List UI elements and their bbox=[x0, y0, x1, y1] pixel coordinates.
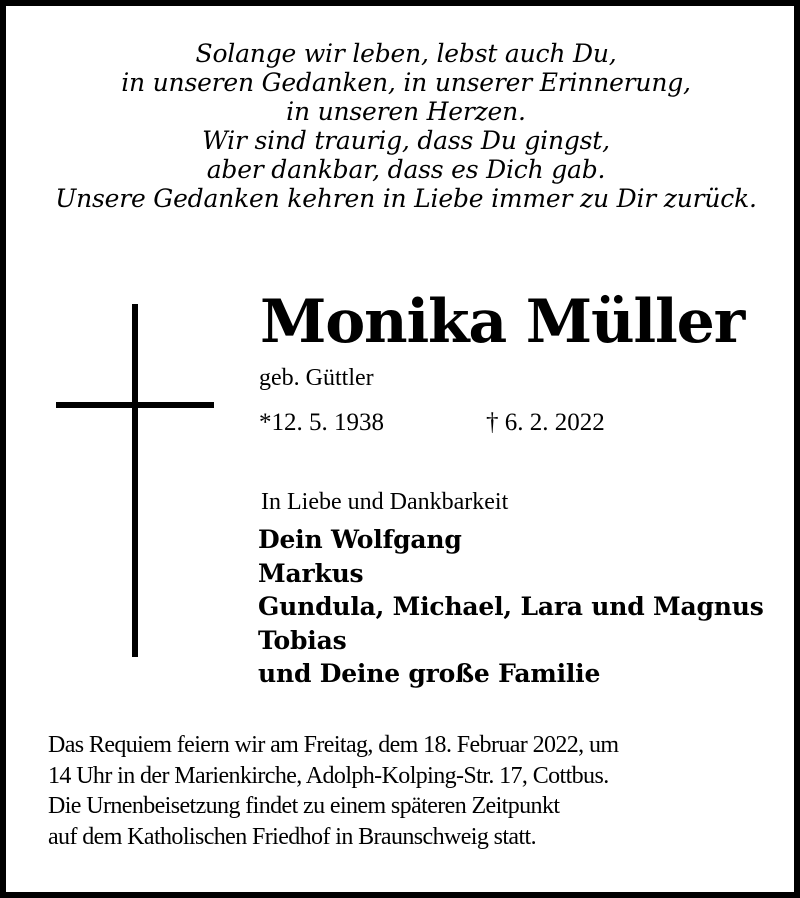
deceased-name: Monika Müller bbox=[260, 287, 744, 357]
cross-horizontal-bar bbox=[56, 402, 214, 408]
poem-line: in unseren Herzen. bbox=[286, 97, 526, 126]
poem-line: Wir sind traurig, dass Du gingst, bbox=[202, 126, 610, 155]
mourners-list bbox=[258, 523, 764, 691]
mourner-name: Gundula, Michael, Lara und Magnus bbox=[258, 592, 764, 621]
notice-line: Die Urnenbeisetzung findet zu einem späteren Zeitpunkt bbox=[48, 793, 560, 819]
cross-vertical-bar bbox=[132, 304, 138, 657]
birth-date: *12. 5. 1938 bbox=[259, 409, 384, 436]
notice-line: Das Requiem feiern wir am Freitag, dem 18. Februar 2022, um bbox=[48, 732, 619, 758]
closing-phrase: In Liebe und Dankbarkeit bbox=[261, 489, 509, 515]
service-notice bbox=[48, 730, 618, 852]
mourner-name: und Deine große Familie bbox=[258, 659, 601, 688]
poem-line: aber dankbar, dass es Dich gab. bbox=[206, 155, 606, 184]
death-date: † 6. 2. 2022 bbox=[486, 409, 605, 436]
notice-line: auf dem Katholischen Friedhof in Braunschweig statt. bbox=[48, 823, 537, 850]
notice-line: 14 Uhr in der Marienkirche, Adolph-Kolping-Str. 17, Cottbus. bbox=[48, 762, 609, 789]
poem-line: Solange wir leben, lebst auch Du, bbox=[195, 39, 617, 68]
poem-line: Unsere Gedanken kehren in Liebe immer zu Dir zurück. bbox=[55, 184, 757, 213]
mourner-name: Markus bbox=[258, 558, 364, 588]
mourner-name: Dein Wolfgang bbox=[258, 525, 462, 554]
maiden-name: geb. Güttler bbox=[259, 365, 374, 391]
memorial-poem bbox=[6, 39, 800, 213]
poem-line: in unseren Gedanken, in unserer Erinnerung, bbox=[121, 68, 691, 97]
mourner-name: Tobias bbox=[258, 625, 347, 655]
